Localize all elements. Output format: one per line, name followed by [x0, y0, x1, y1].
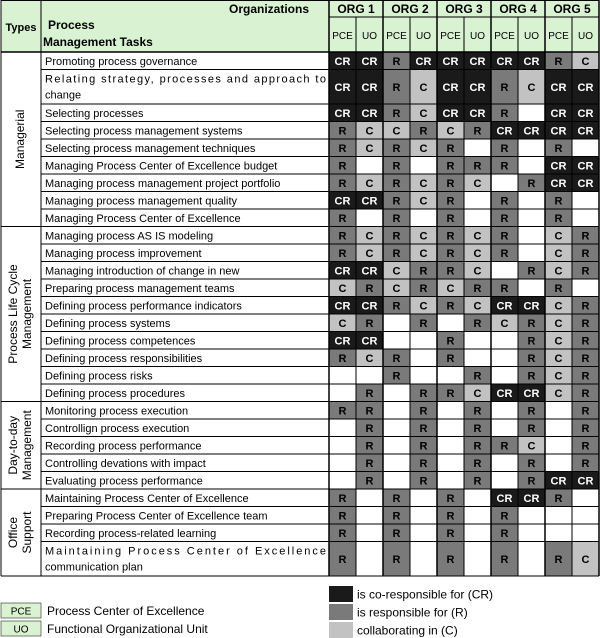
cell-value: R: [554, 55, 563, 68]
cell-value: C: [473, 230, 482, 243]
task-label: Relating strategy, processes and approach to: [45, 73, 326, 86]
cell-value: R: [446, 230, 455, 243]
cell-value: R: [392, 247, 401, 260]
cell-value: R: [473, 475, 482, 488]
cell-value: R: [581, 440, 590, 453]
legend-label: is responsible for (R): [357, 605, 468, 620]
cell-value: R: [392, 370, 401, 383]
cell-value: CR: [577, 125, 594, 138]
task-label: Defining process performance indicators: [45, 300, 242, 313]
cell-value: R: [365, 422, 374, 435]
cell-value: R: [446, 160, 455, 173]
subcolumn-header: PCE: [332, 31, 353, 42]
cell-value: CR: [361, 107, 378, 120]
cell-value: CR: [442, 81, 459, 94]
cell-value: C: [365, 125, 374, 138]
cell-value: R: [581, 247, 590, 260]
task-label: Maintaining Process Center of Excellence: [45, 493, 249, 505]
type-label: Managerial: [13, 109, 28, 169]
org-header: ORG 5: [553, 2, 591, 16]
subcolumn-header: UO: [362, 31, 377, 42]
task-label: Managing introduction of change in new: [45, 265, 240, 278]
cell-value: C: [392, 282, 401, 295]
cell-value: CR: [496, 125, 513, 138]
cell-value: R: [392, 300, 401, 313]
cell-value: R: [365, 282, 374, 295]
cell-value: C: [419, 81, 428, 94]
cell-value: C: [338, 282, 347, 295]
cell-value: R: [392, 527, 401, 540]
task-label: Selecting process management techniques: [45, 143, 256, 155]
cell-value: C: [419, 107, 428, 120]
cell-value: R: [419, 282, 428, 295]
cell-value: CR: [334, 55, 351, 68]
task-label: Controlling devations with impact: [45, 458, 206, 470]
task-label: Defining process competences: [45, 335, 196, 348]
cell-value: CR: [361, 195, 378, 208]
cell-value: R: [581, 300, 590, 313]
legend-abbr: UO: [13, 624, 29, 636]
cell-value: CR: [577, 81, 594, 94]
cell-value: C: [473, 177, 482, 190]
cell-value: CR: [361, 300, 378, 313]
cell-value: R: [446, 492, 455, 505]
cell-value: R: [446, 527, 455, 540]
cell-value: CR: [415, 55, 432, 68]
cell-value: CR: [334, 265, 351, 278]
cell-value: R: [446, 212, 455, 225]
legend-swatch-cr: [329, 586, 353, 602]
cell-value: C: [446, 282, 455, 295]
cell-value: C: [419, 247, 428, 260]
legend-label: is co-responsible for (CR): [357, 587, 494, 602]
cell-value: R: [446, 335, 455, 348]
org-header: ORG 2: [391, 2, 429, 16]
legend-label: collaborating in (C): [357, 623, 458, 638]
cell-value: R: [581, 335, 590, 348]
legend-label: Process Center of Excellence: [47, 604, 205, 618]
cell-value: R: [500, 230, 509, 243]
task-label: Selecting processes: [45, 108, 144, 120]
cell-value: CR: [334, 107, 351, 120]
cell-value: CR: [550, 160, 567, 173]
cell-value: R: [473, 160, 482, 173]
cell-value: CR: [550, 81, 567, 94]
cell-value: R: [392, 160, 401, 173]
task-label: Monitoring process execution: [45, 405, 189, 418]
cell-value: R: [554, 142, 563, 155]
cell-value: CR: [361, 81, 378, 94]
cell-value: R: [500, 527, 509, 540]
task-label: Recording process-related learning: [45, 528, 217, 540]
cell-value: CR: [469, 55, 486, 68]
task-label: Preparing process management teams: [45, 283, 235, 295]
cell-value: R: [473, 405, 482, 418]
type-label: Process Life Cycle: [6, 264, 21, 364]
cell-value: R: [338, 527, 347, 540]
cell-value: R: [581, 352, 590, 365]
task-label: Promoting process governance: [45, 56, 198, 68]
legend-swatch-r: [329, 604, 353, 620]
cell-value: C: [554, 335, 563, 348]
cell-value: R: [365, 387, 374, 400]
cell-value: R: [392, 352, 401, 365]
task-label: Selecting process management systems: [45, 125, 243, 138]
type-label: Office: [6, 516, 21, 549]
task-label: Defining process systems: [45, 318, 171, 330]
cell-value: CR: [361, 335, 378, 348]
cell-value: CR: [469, 107, 486, 120]
subcolumn-header: PCE: [440, 31, 461, 42]
cell-value: R: [419, 457, 428, 470]
cell-value: R: [392, 55, 401, 68]
cell-value: R: [554, 212, 563, 225]
cell-value: R: [338, 553, 347, 566]
cell-value: CR: [496, 300, 513, 313]
cell-value: R: [365, 317, 374, 330]
cell-value: R: [527, 422, 536, 435]
cell-value: C: [365, 352, 374, 365]
cell-value: R: [581, 457, 590, 470]
cell-value: C: [419, 177, 428, 190]
cell-value: R: [473, 370, 482, 383]
cell-value: R: [527, 352, 536, 365]
cell-value: CR: [334, 300, 351, 313]
organizations-label: Organizations: [228, 2, 309, 16]
task-label: Managing process improvement: [45, 248, 202, 260]
cell-value: CR: [334, 335, 351, 348]
cell-value: C: [419, 230, 428, 243]
cell-value: R: [392, 492, 401, 505]
cell-value: R: [338, 212, 347, 225]
cell-value: R: [446, 177, 455, 190]
cell-value: CR: [523, 55, 540, 68]
cell-value: R: [500, 510, 509, 523]
cell-value: CR: [442, 107, 459, 120]
cell-value: R: [500, 212, 509, 225]
type-label: Support: [20, 511, 35, 554]
cell-value: R: [338, 492, 347, 505]
cell-value: R: [338, 352, 347, 365]
types-label: Types: [5, 22, 37, 34]
cell-value: R: [581, 317, 590, 330]
task-label: Controllign process execution: [45, 423, 190, 435]
cell-value: C: [527, 440, 536, 453]
cell-value: R: [365, 475, 374, 488]
tasks-label-line1: Process: [48, 18, 95, 32]
cell-value: R: [338, 125, 347, 138]
type-label: Management: [20, 278, 35, 350]
cell-value: R: [500, 440, 509, 453]
cell-value: C: [554, 352, 563, 365]
cell-value: CR: [550, 125, 567, 138]
cell-value: R: [392, 177, 401, 190]
cell-value: R: [554, 492, 563, 505]
subcolumn-header: PCE: [494, 31, 515, 42]
cell-value: R: [500, 553, 509, 566]
task-label: Defining process responsibilities: [45, 353, 203, 365]
cell-value: R: [338, 230, 347, 243]
cell-value: C: [419, 142, 428, 155]
cell-value: R: [419, 475, 428, 488]
cell-value: CR: [496, 387, 513, 400]
cell-value: R: [419, 422, 428, 435]
legend-label: Functional Organizational Unit: [47, 622, 208, 636]
task-label: communication plan: [45, 561, 143, 574]
cell-value: C: [527, 81, 536, 94]
cell-value: R: [338, 142, 347, 155]
subcolumn-header: UO: [524, 31, 539, 42]
cell-value: R: [392, 107, 401, 120]
cell-value: R: [554, 282, 563, 295]
org-header: ORG 3: [445, 2, 483, 16]
cell-value: CR: [577, 160, 594, 173]
cell-value: R: [527, 405, 536, 418]
org-header: ORG 4: [499, 2, 537, 16]
cell-value: R: [473, 282, 482, 295]
cell-value: R: [500, 160, 509, 173]
cell-value: R: [581, 265, 590, 278]
cell-value: R: [500, 247, 509, 260]
cell-value: CR: [523, 387, 540, 400]
cell-value: R: [419, 405, 428, 418]
cell-value: C: [473, 387, 482, 400]
cell-value: R: [446, 247, 455, 260]
task-label: Preparing Process Center of Excellence team: [45, 510, 268, 523]
cell-value: R: [473, 457, 482, 470]
legend-abbr: PCE: [10, 606, 32, 618]
cell-value: CR: [577, 475, 594, 488]
cell-value: CR: [334, 195, 351, 208]
task-label: Managing process AS IS modeling: [45, 230, 214, 243]
cell-value: R: [392, 81, 401, 94]
cell-value: C: [365, 177, 374, 190]
cell-value: R: [473, 317, 482, 330]
cell-value: C: [419, 195, 428, 208]
task-label: Managing process management project portfolio: [45, 178, 281, 190]
cell-value: R: [365, 440, 374, 453]
cell-value: R: [527, 335, 536, 348]
cell-value: R: [500, 195, 509, 208]
cell-value: R: [500, 142, 509, 155]
tasks-label-line2: Management Tasks: [43, 35, 153, 49]
cell-value: R: [338, 247, 347, 260]
cell-value: R: [338, 177, 347, 190]
cell-value: C: [446, 125, 455, 138]
cell-value: R: [392, 142, 401, 155]
cell-value: R: [419, 317, 428, 330]
cell-value: R: [392, 195, 401, 208]
cell-value: R: [500, 107, 509, 120]
cell-value: R: [527, 475, 536, 488]
subcolumn-header: PCE: [548, 31, 569, 42]
cell-value: C: [554, 247, 563, 260]
cell-value: R: [581, 370, 590, 383]
subcolumn-header: UO: [578, 31, 593, 42]
cell-value: R: [527, 265, 536, 278]
cell-value: C: [365, 230, 374, 243]
cell-value: C: [581, 553, 590, 566]
cell-value: R: [419, 387, 428, 400]
cell-value: R: [338, 510, 347, 523]
type-label: Day-to-day: [6, 415, 21, 475]
task-label: Evaluating process performance: [45, 475, 203, 488]
subcolumn-header: UO: [470, 31, 485, 42]
task-label: Managing process management quality: [45, 195, 238, 208]
task-label: Defining process risks: [45, 370, 153, 383]
cell-value: R: [473, 422, 482, 435]
cell-value: C: [581, 55, 590, 68]
task-label: Managing Process Center of Excellence: [45, 213, 241, 225]
cell-value: C: [392, 125, 401, 138]
cell-value: R: [446, 195, 455, 208]
cell-value: R: [446, 553, 455, 566]
cell-value: R: [446, 352, 455, 365]
cell-value: C: [338, 317, 347, 330]
subcolumn-header: PCE: [386, 31, 407, 42]
cell-value: R: [365, 405, 374, 418]
cell-value: R: [419, 125, 428, 138]
cell-value: R: [338, 405, 347, 418]
cell-value: R: [392, 212, 401, 225]
cell-value: C: [554, 300, 563, 313]
task-label: Defining process procedures: [45, 388, 186, 400]
cell-value: R: [581, 422, 590, 435]
cell-value: CR: [442, 55, 459, 68]
cell-value: R: [500, 282, 509, 295]
cell-value: CR: [577, 177, 594, 190]
cell-value: C: [392, 265, 401, 278]
cell-value: R: [473, 440, 482, 453]
cell-value: R: [392, 553, 401, 566]
cell-value: R: [527, 370, 536, 383]
cell-value: C: [500, 317, 509, 330]
cell-value: C: [554, 370, 563, 383]
cell-value: CR: [523, 125, 540, 138]
cell-value: CR: [496, 55, 513, 68]
legend-swatch-c: [329, 622, 353, 638]
task-label: Maintaining Process Center of Excellence: [45, 545, 327, 558]
cell-value: R: [581, 405, 590, 418]
cell-value: CR: [469, 81, 486, 94]
cell-value: CR: [577, 107, 594, 120]
cell-value: C: [554, 230, 563, 243]
cell-value: C: [473, 247, 482, 260]
cell-value: R: [581, 387, 590, 400]
cell-value: R: [554, 195, 563, 208]
cell-value: R: [527, 177, 536, 190]
cell-value: R: [392, 230, 401, 243]
cell-value: R: [446, 300, 455, 313]
cell-value: R: [500, 81, 509, 94]
cell-value: R: [365, 457, 374, 470]
cell-value: C: [473, 265, 482, 278]
cell-value: CR: [550, 107, 567, 120]
cell-value: R: [527, 317, 536, 330]
cell-value: R: [446, 510, 455, 523]
cell-value: C: [554, 387, 563, 400]
subcolumn-header: UO: [416, 31, 431, 42]
cell-value: CR: [334, 81, 351, 94]
cell-value: R: [446, 142, 455, 155]
cell-value: C: [554, 265, 563, 278]
task-label: Recording process performance: [45, 440, 202, 453]
type-label: Management: [20, 410, 35, 481]
cell-value: R: [527, 457, 536, 470]
cell-value: R: [581, 230, 590, 243]
task-label: Managing Process Center of Excellence budget: [45, 160, 278, 173]
cell-value: C: [473, 300, 482, 313]
cell-value: CR: [361, 55, 378, 68]
cell-value: R: [419, 440, 428, 453]
cell-value: R: [446, 387, 455, 400]
cell-value: CR: [523, 492, 540, 505]
cell-value: C: [419, 300, 428, 313]
cell-value: CR: [361, 265, 378, 278]
cell-value: R: [419, 265, 428, 278]
cell-value: C: [365, 142, 374, 155]
cell-value: CR: [523, 300, 540, 313]
cell-value: R: [338, 160, 347, 173]
cell-value: C: [365, 247, 374, 260]
cell-value: CR: [550, 177, 567, 190]
cell-value: CR: [496, 492, 513, 505]
cell-value: C: [554, 317, 563, 330]
cell-value: CR: [550, 475, 567, 488]
cell-value: R: [392, 510, 401, 523]
cell-value: R: [473, 125, 482, 138]
task-label: change: [45, 89, 82, 102]
cell-value: R: [446, 265, 455, 278]
org-header: ORG 1: [337, 2, 375, 16]
cell-value: R: [554, 553, 563, 566]
